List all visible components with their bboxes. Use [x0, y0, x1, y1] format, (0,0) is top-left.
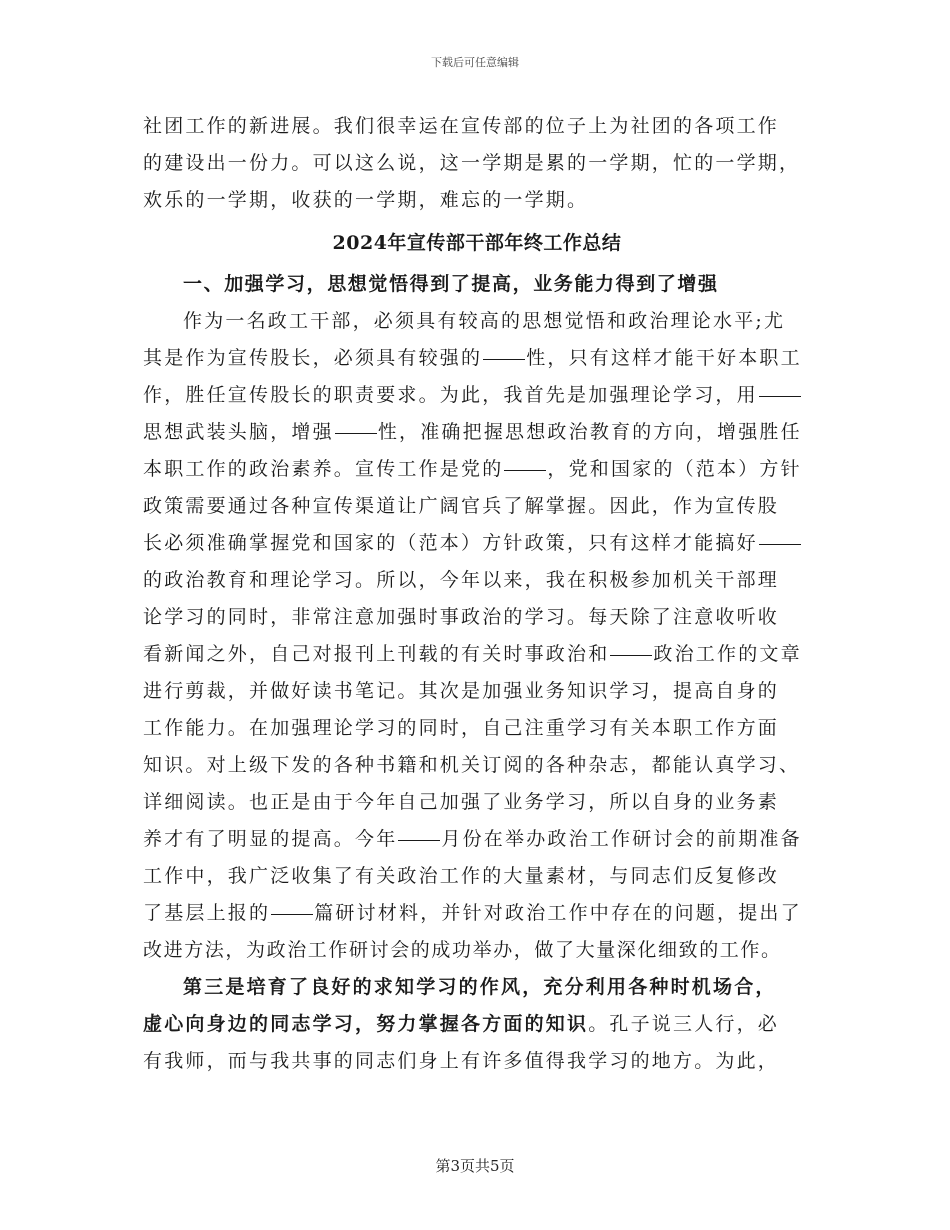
- text-segment: 思想武装头脑，增强: [143, 421, 334, 443]
- text-segment: 篇研讨材料，并针对政治工作中存在的问题，提出了: [314, 902, 802, 924]
- body-line: [143, 414, 811, 451]
- para3-line: 有我师，而与我共事的同志们身上有许多值得我学习的地方。为此，: [143, 1050, 780, 1072]
- text-segment: 。孔子说三人行，必: [588, 1013, 780, 1035]
- intro-line: 欢乐的一学期，收获的一学期，难忘的一学期。: [143, 189, 589, 211]
- text-segment: 政治工作的文章: [653, 643, 802, 665]
- body-line: 的政治教育和理论学习。所以，今年以来，我在积极参加机关干部理: [143, 569, 780, 591]
- fill-blank: [610, 654, 652, 656]
- bold-text-segment: 虚心向身边的同志学习，努力掌握各方面的知识: [143, 1013, 589, 1035]
- text-segment: 养才有了明显的提高。今年: [143, 828, 398, 850]
- body-line: [143, 340, 811, 377]
- text-segment: 月份在举办政治工作研讨会的前期准备: [441, 828, 802, 850]
- document-title: 2024年宣传部干部年终工作总结: [332, 232, 622, 254]
- text-segment: 了基层上报的: [143, 902, 271, 924]
- body-line: 工作能力。在加强理论学习的同时，自己注重学习有关本职工作方面: [143, 717, 780, 739]
- body-line: [143, 636, 811, 673]
- fill-blank: [483, 358, 525, 360]
- para3-bold-line: 第三是培育了良好的求知学习的作风，充分利用各种时机场合，: [183, 976, 777, 998]
- text-segment: 其是作为宣传股长，必须具有较强的: [143, 347, 483, 369]
- body-line: 论学习的同时，非常注意加强时事政治的学习。每天除了注意收听收: [143, 606, 780, 628]
- body-line: [143, 895, 811, 932]
- text-segment: ，党和国家的（范本）方针: [547, 458, 802, 480]
- fill-blank: [759, 543, 801, 545]
- body-line: [143, 451, 811, 488]
- fill-blank: [398, 839, 440, 841]
- intro-line: 的建设出一份力。可以这么说，这一学期是累的一学期，忙的一学期，: [143, 152, 801, 174]
- text-segment: 作，胜任宣传股长的职责要求。为此，我首先是加强理论学习，用: [143, 384, 758, 406]
- header-note: 下载后可任意编辑: [431, 56, 519, 69]
- body-line: 详细阅读。也正是由于今年自己加强了业务学习，所以自身的业务素: [143, 791, 780, 813]
- document-body: [143, 108, 811, 1080]
- body-line: 政策需要通过各种宣传渠道让广阔官兵了解掌握。因此，作为宣传股: [143, 495, 780, 517]
- intro-line: 社团工作的新进展。我们很幸运在宣传部的位子上为社团的各项工作: [143, 115, 780, 137]
- body-line: [143, 821, 811, 858]
- text-segment: 性，准确把握思想政治教育的方向，增强胜任: [377, 421, 802, 443]
- body-line: 进行剪裁，并做好读书笔记。其次是加强业务知识学习，提高自身的: [143, 680, 780, 702]
- fill-blank: [759, 395, 801, 397]
- text-segment: 看新闻之外，自己对报刊上刊载的有关时事政治和: [143, 643, 610, 665]
- body-line: [143, 525, 811, 562]
- section-heading: 一、加强学习，思想觉悟得到了提高，业务能力得到了增强: [183, 273, 719, 295]
- para3-line: [143, 1006, 811, 1043]
- body-line: [143, 377, 811, 414]
- body-line: 知识。对上级下发的各种书籍和机关订阅的各种杂志，都能认真学习、: [143, 754, 801, 776]
- fill-blank: [335, 432, 377, 434]
- fill-blank: [504, 469, 546, 471]
- text-segment: 长必须准确掌握党和国家的（范本）方针政策，只有这样才能搞好: [143, 532, 758, 554]
- body-line: 改进方法，为政治工作研讨会的成功举办，做了大量深化细致的工作。: [143, 939, 782, 961]
- fill-blank: [271, 913, 313, 915]
- text-segment: 性，只有这样才能干好本职工: [526, 347, 802, 369]
- body-line: 工作中，我广泛收集了有关政治工作的大量素材，与同志们反复修改: [143, 865, 780, 887]
- body-line: 作为一名政工干部，必须具有较高的思想觉悟和政治理论水平;尤: [183, 310, 786, 332]
- page-footer: 第3页共5页: [435, 1157, 515, 1175]
- text-segment: 本职工作的政治素养。宣传工作是党的: [143, 458, 504, 480]
